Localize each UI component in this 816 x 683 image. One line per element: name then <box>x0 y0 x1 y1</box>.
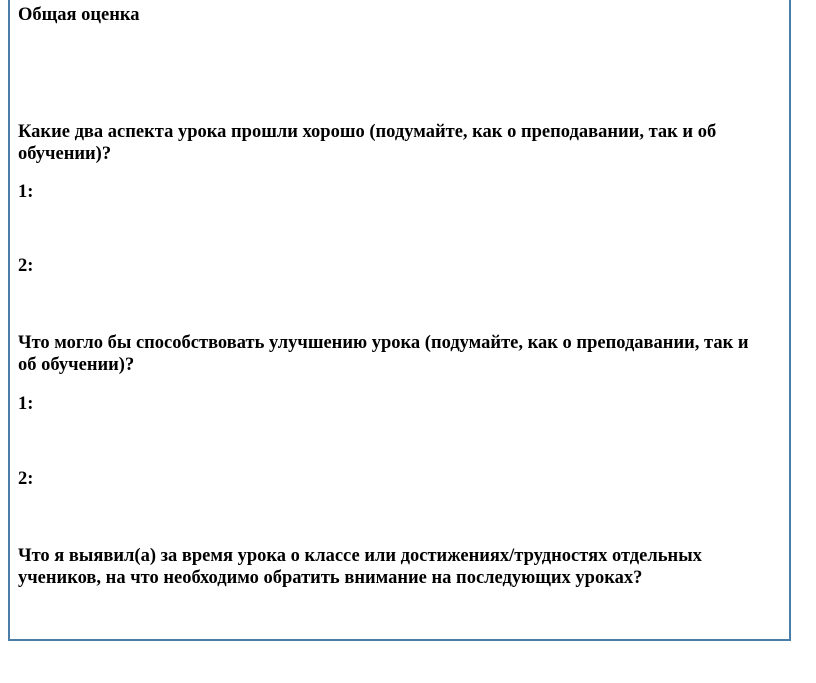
improvement-item-1-label: 1: <box>18 394 34 414</box>
question-observations-line-1: Что я выявил(а) за время урока о классе или достижениях/трудностях отдельных <box>18 546 702 566</box>
question-went-well-line-2: обучении)? <box>18 144 112 164</box>
question-improvement-line-1: Что могло бы способствовать улучшению урока (подумайте, как о преподавании, так и <box>18 333 749 353</box>
document-title: Общая оценка <box>18 5 140 25</box>
question-went-well-line-1: Какие два аспекта урока прошли хорошо (подумайте, как о преподавании, так и об <box>18 122 717 142</box>
went-well-item-1-label: 1: <box>18 182 34 202</box>
went-well-item-2-label: 2: <box>18 256 34 276</box>
question-observations-line-2: учеников, на что необходимо обратить внимание на последующих уроках? <box>18 568 643 588</box>
improvement-item-2-label: 2: <box>18 469 34 489</box>
question-improvement-line-2: об обучении)? <box>18 355 135 375</box>
